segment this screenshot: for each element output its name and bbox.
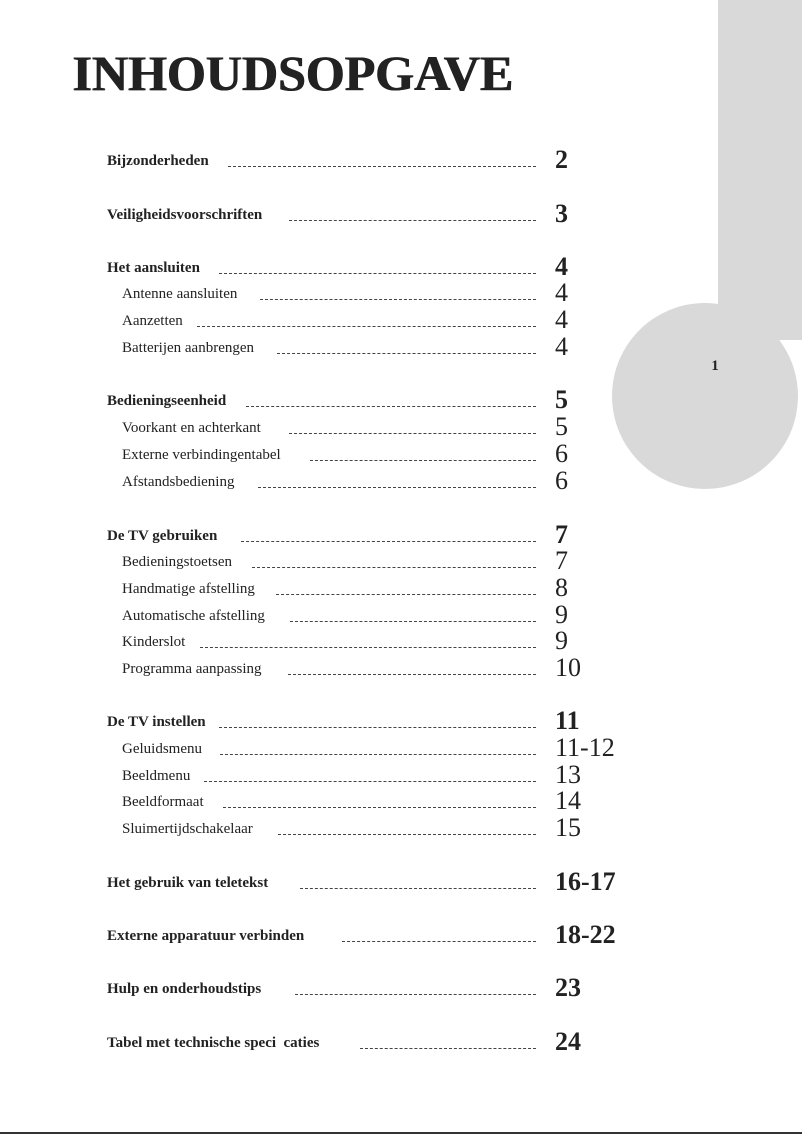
toc-page: 4 (555, 332, 568, 361)
toc-page: 11-12 (555, 733, 615, 762)
toc-page: 4 (555, 278, 568, 307)
toc-label: Handmatige afstelling (122, 581, 255, 597)
toc-page: 3 (555, 199, 568, 228)
toc-label: Kinderslot (122, 634, 186, 650)
leader-dots (258, 487, 536, 488)
toc-label: Externe verbindingentabel (122, 447, 281, 463)
toc-label: Bijzonderheden (107, 153, 209, 169)
leader-dots (219, 273, 536, 274)
leader-dots (260, 299, 536, 300)
toc-page: 5 (555, 412, 568, 441)
toc-page: 23 (555, 973, 581, 1002)
leader-dots (276, 594, 536, 595)
leader-dots (342, 941, 536, 942)
toc-label: De TV gebruiken (107, 528, 218, 544)
toc-page: 8 (555, 573, 568, 602)
leader-dots (241, 541, 536, 542)
page-title: INHOUDSOPGAVE (72, 45, 513, 101)
toc-label: Automatische afstelling (122, 608, 265, 624)
toc-label: Voorkant en achterkant (122, 420, 261, 436)
leader-dots (228, 166, 536, 167)
leader-dots (310, 460, 536, 461)
toc-page: 11 (555, 706, 580, 735)
leader-dots (252, 567, 536, 568)
toc-label: Bedieningseenheid (107, 393, 227, 409)
toc-page: 16-17 (555, 867, 616, 896)
page-number: 1 (711, 358, 719, 374)
toc-label: Batterijen aanbrengen (122, 340, 255, 356)
toc-label: Antenne aansluiten (122, 286, 238, 302)
toc-page: 5 (555, 385, 568, 414)
toc-label: Sluimertijdschakelaar (122, 821, 253, 837)
leader-dots (204, 781, 536, 782)
leader-dots (300, 888, 536, 889)
leader-dots (200, 647, 536, 648)
toc-page: 4 (555, 305, 568, 334)
toc-page: 7 (555, 546, 568, 575)
toc-page: 4 (555, 252, 568, 281)
toc-page: 2 (555, 145, 568, 174)
toc-label: Het aansluiten (107, 260, 200, 276)
toc-page: 13 (555, 760, 581, 789)
leader-dots (223, 807, 536, 808)
leader-dots (246, 406, 536, 407)
toc-label: Hulp en onderhoudstips (107, 981, 262, 997)
toc-label: Het gebruik van teletekst (107, 875, 269, 891)
leader-dots (295, 994, 536, 995)
toc-page: 9 (555, 600, 568, 629)
leader-dots (277, 353, 536, 354)
toc-label: Veiligheidsvoorschriften (107, 207, 263, 223)
toc-label: Geluidsmenu (122, 741, 202, 757)
toc-page: 15 (555, 813, 581, 842)
bottom-rule (0, 1132, 802, 1134)
toc-page: 10 (555, 653, 581, 682)
leader-dots (278, 834, 536, 835)
toc-page: 6 (555, 466, 568, 495)
toc-page: 9 (555, 626, 568, 655)
toc-label: Afstandsbediening (122, 474, 235, 490)
leader-dots (360, 1048, 536, 1049)
leader-dots (197, 326, 536, 327)
toc-label: Aanzetten (122, 313, 183, 329)
toc-label: De TV instellen (107, 714, 206, 730)
toc-label: Tabel met technische speci caties (107, 1035, 320, 1051)
toc-label: Externe apparatuur verbinden (107, 928, 305, 944)
leader-dots (288, 674, 536, 675)
leader-dots (290, 621, 536, 622)
leader-dots (289, 433, 536, 434)
toc-page: 6 (555, 439, 568, 468)
toc-label: Beeldmenu (122, 768, 191, 784)
toc-page: 24 (555, 1027, 581, 1056)
toc-page: 18-22 (555, 920, 616, 949)
toc-label: Beeldformaat (122, 794, 204, 810)
toc-label: Bedieningstoetsen (122, 554, 232, 570)
toc-page: 7 (555, 520, 568, 549)
leader-dots (289, 220, 536, 221)
leader-dots (220, 754, 536, 755)
leader-dots (219, 727, 536, 728)
toc-label: Programma aanpassing (122, 661, 262, 677)
toc-page: 14 (555, 786, 581, 815)
